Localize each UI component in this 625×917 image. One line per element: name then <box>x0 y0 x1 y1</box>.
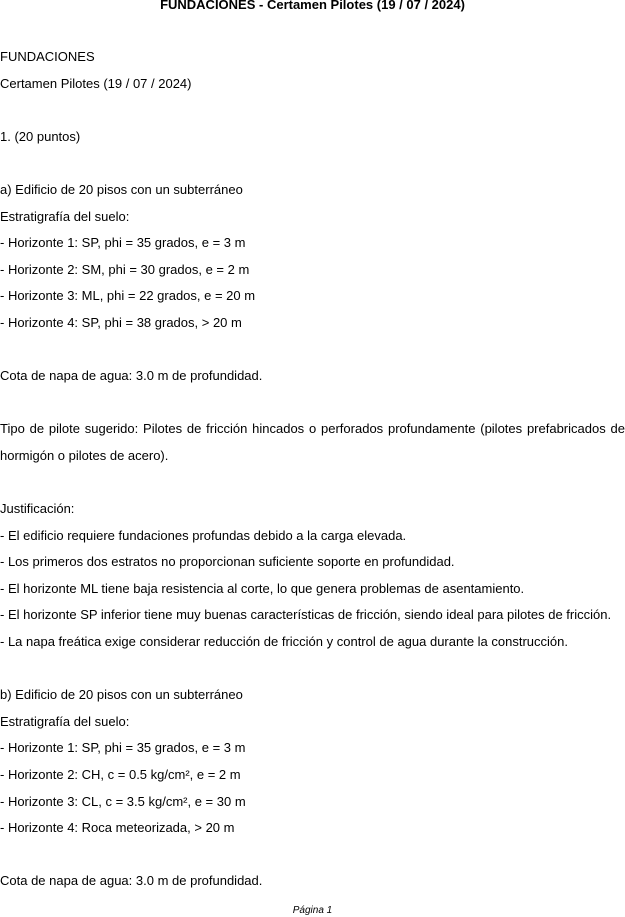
course-name: FUNDACIONES <box>0 49 95 64</box>
case-a-stratigraphy-label: Estratigrafía del suelo: <box>0 208 130 224</box>
case-b-water-table: Cota de napa de agua: 3.0 m de profundidad. <box>0 873 263 889</box>
justification-item-2: - Los primeros dos estratos no proporcionan suficiente soporte en profundidad. <box>0 554 455 570</box>
case-b-horizon-3: - Horizonte 3: CL, c = 3.5 kg/cm², e = 30 m <box>0 793 246 809</box>
case-a-pile-type: Tipo de pilote sugerido: Pilotes de fricción hincados o perforados profundamente (pilotes prefabricados de hormigón o pilotes de acero). <box>0 421 625 463</box>
justification-item-3: - El horizonte ML tiene baja resistencia al corte, lo que genera problemas de asentamiento. <box>0 580 525 596</box>
justification-label: Justificación: <box>0 501 75 517</box>
justification-item-4: - El horizonte SP inferior tiene muy buenas características de fricción, siendo ideal para pilotes de fricción. <box>0 607 612 623</box>
question-number: 1. (20 puntos) <box>0 128 81 144</box>
case-a-water-table: Cota de napa de agua: 3.0 m de profundidad. <box>0 368 263 384</box>
case-a-horizon-1: - Horizonte 1: SP, phi = 35 grados, e = 3 m <box>0 235 246 251</box>
page-number: Página 1 <box>292 905 333 916</box>
case-a-horizon-2: - Horizonte 2: SM, phi = 30 grados, e = 2 m <box>0 261 250 277</box>
case-b-horizon-1: - Horizonte 1: SP, phi = 35 grados, e = 3 m <box>0 740 246 756</box>
case-b-title: b) Edificio de 20 pisos con un subterráneo <box>0 687 243 703</box>
justification-item-1: - El edificio requiere fundaciones profundas debido a la carga elevada. <box>0 527 407 543</box>
case-a-horizon-3: - Horizonte 3: ML, phi = 22 grados, e = 20 m <box>0 288 256 304</box>
case-a-title: a) Edificio de 20 pisos con un subterráneo <box>0 181 243 197</box>
case-b-horizon-4: - Horizonte 4: Roca meteorizada, > 20 m <box>0 820 235 836</box>
case-b-horizon-2: - Horizonte 2: CH, c = 0.5 kg/cm², e = 2 m <box>0 767 241 783</box>
case-b-stratigraphy-label: Estratigrafía del suelo: <box>0 713 130 729</box>
exam-name: Certamen Pilotes (19 / 07 / 2024) <box>0 75 192 91</box>
case-a-horizon-4: - Horizonte 4: SP, phi = 38 grados, > 20 m <box>0 314 242 330</box>
document-body <box>0 44 625 895</box>
justification-item-5: - La napa freática exige considerar reducción de fricción y control de agua durante la construcción. <box>0 634 568 650</box>
document-title: FUNDACIONES - Certamen Pilotes (19 / 07 / 2024) <box>160 0 465 12</box>
